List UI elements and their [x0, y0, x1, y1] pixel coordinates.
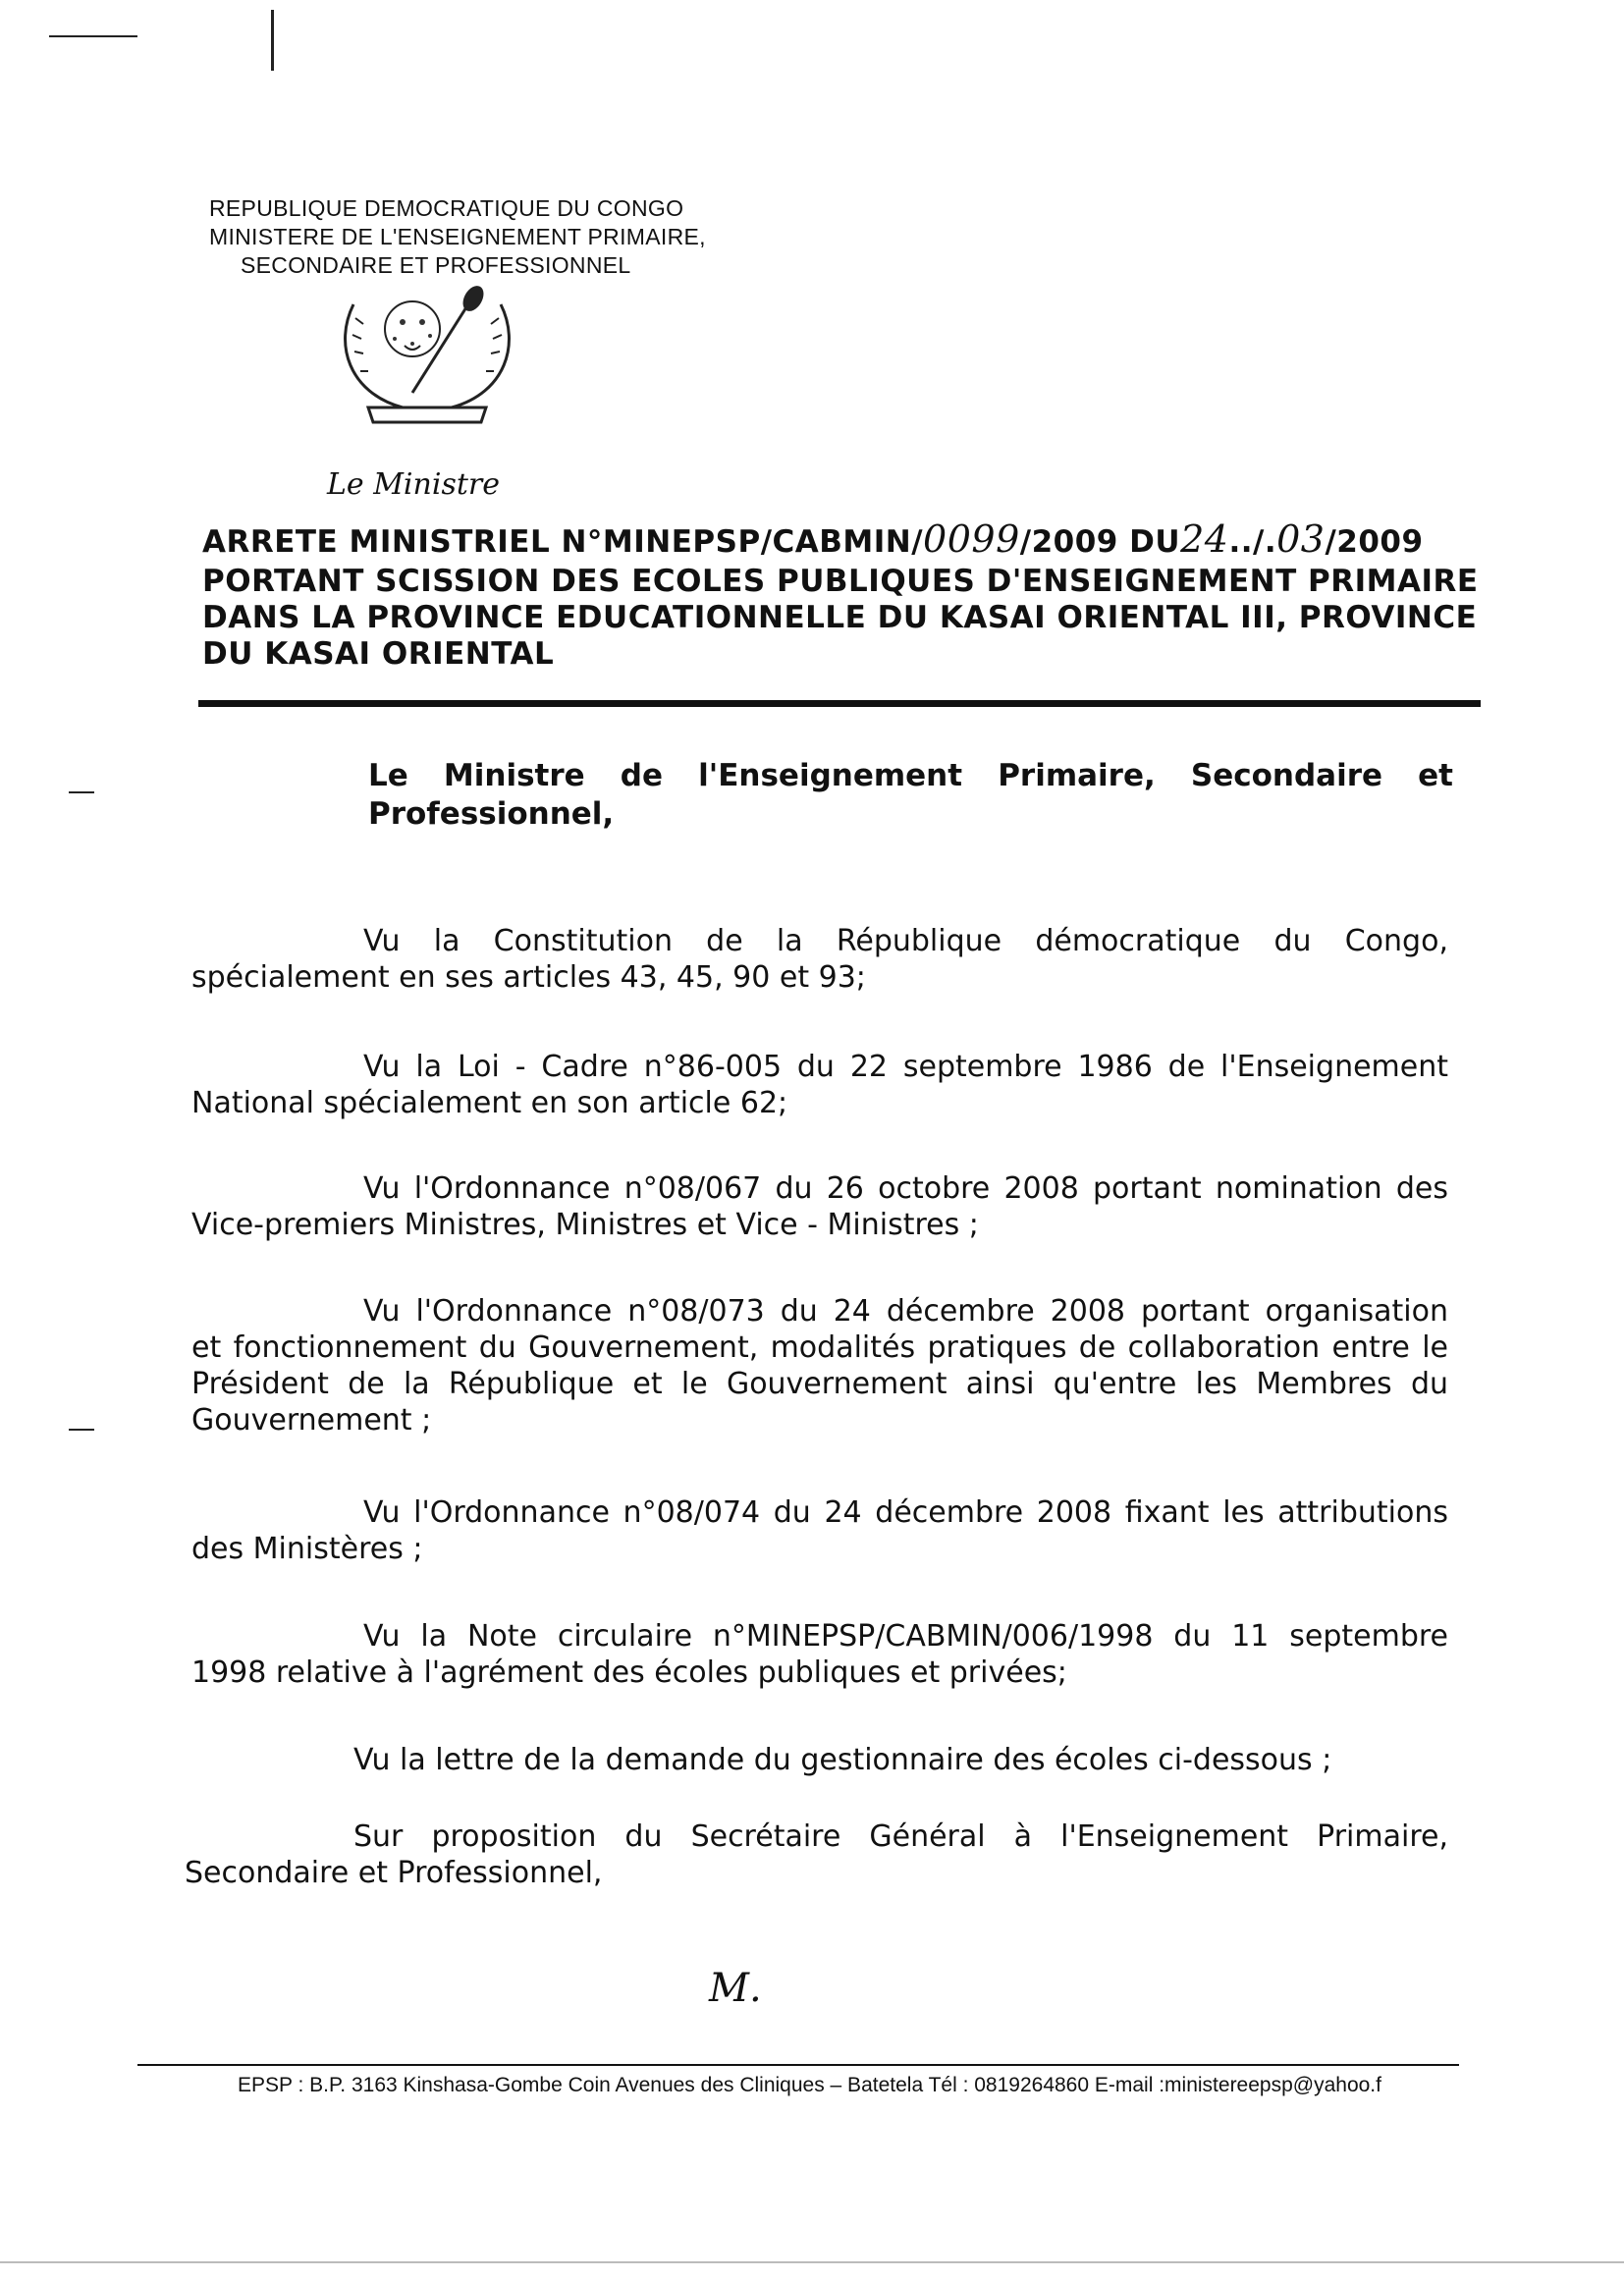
consideration-ordonnance-073 — [191, 1293, 1448, 1438]
consideration-lettre — [191, 1742, 1448, 1778]
scan-mark-bottom — [0, 2261, 1624, 2263]
scan-mark-left-1 — [69, 791, 94, 793]
consideration-loi-cadre — [191, 1049, 1448, 1121]
scan-mark-top-left — [49, 35, 137, 37]
consideration-ordonnance-074 — [191, 1494, 1448, 1567]
consideration-8-rest: Secondaire et Professionnel, — [185, 1856, 603, 1890]
consideration-5-rest: des Ministères ; — [191, 1532, 423, 1566]
title-handwritten-day: 24 — [1180, 517, 1229, 561]
consideration-1-rest: spécialement en ses articles 43, 45, 90 et 93; — [191, 960, 866, 995]
title-line-3: DANS LA PROVINCE EDUCATIONNELLE DU KASAI ORIENTAL III, PROVINCE — [202, 600, 1478, 635]
consideration-7-first: Vu la lettre de la demande du gestionnaire des écoles ci-dessous ; — [353, 1743, 1332, 1777]
consideration-8-first: Sur proposition du Secrétaire Général à l'Enseignement Primaire, — [353, 1819, 1448, 1854]
consideration-ordonnance-067 — [191, 1170, 1448, 1243]
consideration-6-rest: 1998 relative à l'agrément des écoles publiques et privées; — [191, 1655, 1067, 1690]
title-line-4: DU KASAI ORIENTAL — [202, 636, 555, 672]
consideration-5-first: Vu l'Ordonnance n°08/074 du 24 décembre 2008 fixant les attributions — [363, 1495, 1448, 1530]
consideration-2-rest: National spécialement en son article 62; — [191, 1086, 788, 1120]
consideration-4-rest: et fonctionnement du Gouvernement, modalités pratiques de collaboration entre le Président de la République et le Gouvernement ainsi qu'entre les Membres du Gouvernement ; — [191, 1330, 1448, 1438]
title-mid: /2009 DU — [1019, 524, 1181, 560]
le-ministre-heading: Le Ministre — [327, 467, 500, 502]
scan-mark-left-2 — [69, 1429, 94, 1431]
consideration-2-first: Vu la Loi - Cadre n°86-005 du 22 septembre 1986 de l'Enseignement — [363, 1050, 1448, 1084]
consideration-1-first: Vu la Constitution de la République démocratique du Congo, — [363, 924, 1448, 958]
footer-rule — [137, 2064, 1459, 2066]
footer-contact: EPSP : B.P. 3163 Kinshasa-Gombe Coin Avenues des Cliniques – Batetela Tél : 0819264860 E-mail :ministereepsp@yahoo.f — [238, 2074, 1381, 2096]
title-line-2: PORTANT SCISSION DES ECOLES PUBLIQUES D'ENSEIGNEMENT PRIMAIRE — [202, 564, 1479, 599]
consideration-3-rest: Vice-premiers Ministres, Ministres et Vice - Ministres ; — [191, 1208, 979, 1242]
title-divider — [198, 700, 1481, 707]
title-prefix: ARRETE MINISTRIEL N°MINEPSP/CABMIN/ — [202, 524, 924, 560]
title-handwritten-month: 03 — [1276, 517, 1326, 561]
title-line-1 — [202, 517, 1424, 561]
header-ministry-line1: MINISTERE DE L'ENSEIGNEMENT PRIMAIRE, — [209, 224, 706, 249]
consideration-3-first: Vu l'Ordonnance n°08/067 du 26 octobre 2008 portant nomination des — [363, 1171, 1448, 1206]
header-country: REPUBLIQUE DEMOCRATIQUE DU CONGO — [209, 195, 684, 221]
header-ministry-line2: SECONDAIRE ET PROFESSIONNEL — [241, 252, 631, 278]
consideration-6-first: Vu la Note circulaire n°MINEPSP/CABMIN/006/1998 du 11 septembre — [363, 1619, 1448, 1654]
consideration-note-circulaire — [191, 1618, 1448, 1691]
page-initials: M. — [709, 1966, 762, 2011]
lead-line-1: Le Ministre de l'Enseignement Primaire, Secondaire et — [368, 758, 1453, 793]
consideration-constitution — [191, 923, 1448, 996]
lead-line-2: Professionnel, — [368, 796, 615, 832]
title-handwritten-number: 0099 — [923, 517, 1020, 561]
title-sep: ../. — [1228, 524, 1277, 560]
consideration-proposition — [185, 1818, 1448, 1891]
scan-mark-vertical — [271, 10, 274, 71]
title-year: /2009 — [1325, 524, 1424, 560]
coat-of-arms-icon — [324, 285, 530, 432]
consideration-4-first: Vu l'Ordonnance n°08/073 du 24 décembre 2008 portant organisation — [363, 1294, 1448, 1329]
